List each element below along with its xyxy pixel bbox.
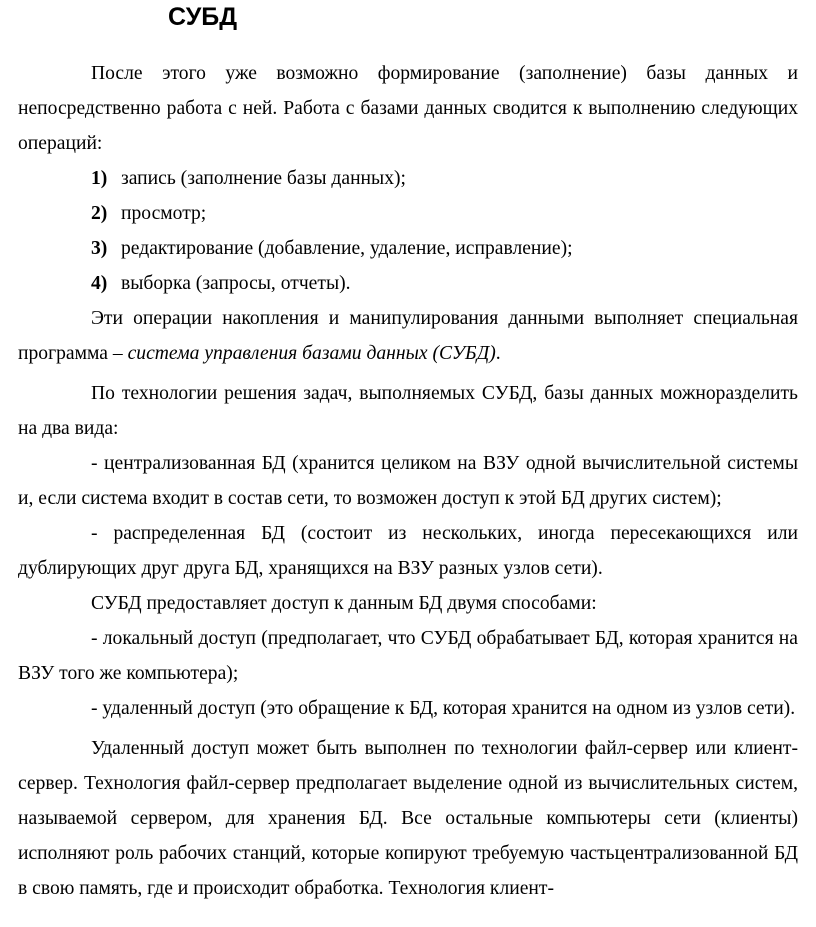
- dbms-definition-text: Эти операции накопления и манипулирования данными выполняет специальная программа –: [18, 308, 798, 364]
- list-number: 2): [91, 203, 108, 224]
- list-item: [18, 266, 798, 301]
- type-distributed-paragraph: - распределенная БД (состоит из нескольких, иногда пересекающихся или дублирующих друг друга БД, хранящихся на ВЗУ разных узлов сети).: [18, 523, 798, 579]
- list-text: редактирование (добавление, удаление, исправление);: [121, 238, 573, 259]
- intro-paragraph: После этого уже возможно формирование (заполнение) базы данных и непосредственно работа с ней. Работа с базами данных сводится к выполнению следующих операций:: [18, 63, 798, 154]
- list-number: 3): [91, 238, 108, 259]
- dbms-definition-paragraph: [18, 301, 798, 371]
- operations-list: [18, 161, 798, 301]
- list-text: просмотр;: [121, 203, 207, 224]
- list-item: [18, 161, 798, 196]
- access-intro-paragraph: СУБД предоставляет доступ к данным БД двумя способами:: [91, 593, 597, 614]
- dbms-term: система управления базами данных (СУБД): [127, 343, 496, 364]
- dbms-definition-end: .: [495, 343, 501, 364]
- list-item: [18, 196, 798, 231]
- list-number: 1): [91, 168, 108, 189]
- page-title: СУБД: [168, 3, 238, 31]
- list-text: выборка (запросы, отчеты).: [121, 273, 351, 294]
- remote-access-paragraph: Удаленный доступ может быть выполнен по технологии файл-сервер или клиент-сервер. Технология файл-сервер предполагает выделение одной из вычислительных систем, называемой сервером, для хранения БД. Все остальные компьютеры сети (клиенты) исполняют роль рабочих станций, которые копируют требуемую частьцентрализованной БД в свою память, где и происходит обработка. Технология клиент-: [18, 738, 798, 899]
- list-number: 4): [91, 273, 108, 294]
- list-text: запись (заполнение базы данных);: [121, 168, 406, 189]
- document-body: [18, 56, 798, 906]
- access-local-paragraph: - локальный доступ (предполагает, что СУБД обрабатывает БД, которая хранится на ВЗУ того же компьютера);: [18, 628, 798, 684]
- types-intro-paragraph: По технологии решения задач, выполняемых СУБД, базы данных можноразделить на два вида:: [18, 383, 798, 439]
- access-remote-paragraph: - удаленный доступ (это обращение к БД, которая хранится на одном из узлов сети).: [91, 698, 796, 719]
- type-centralized-paragraph: - централизованная БД (хранится целиком на ВЗУ одной вычислительной системы и, если система входит в состав сети, то возможен доступ к этой БД других систем);: [18, 453, 798, 509]
- list-item: [18, 231, 798, 266]
